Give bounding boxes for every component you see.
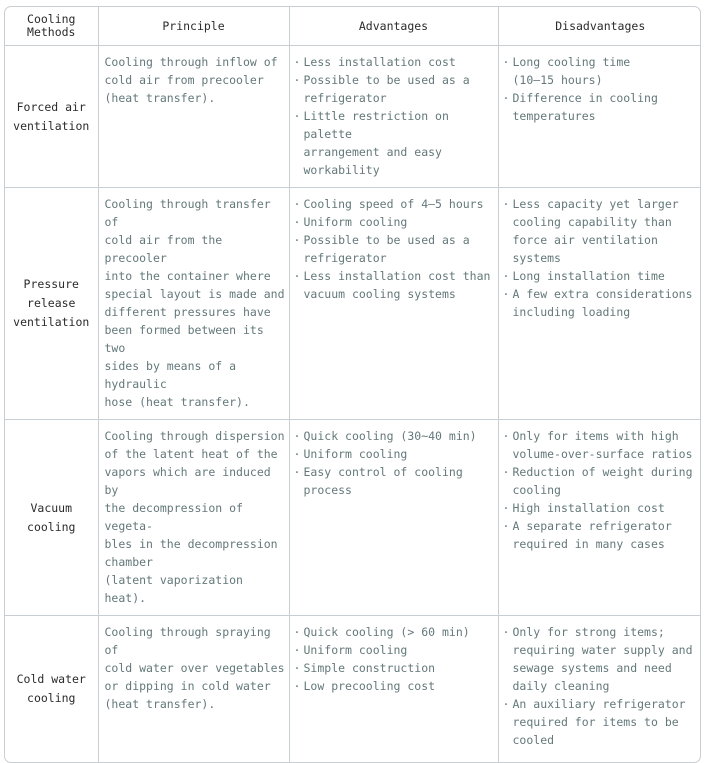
bullet-dot: · (293, 625, 301, 639)
header-row (5, 7, 701, 46)
disadvantages-cell (498, 616, 701, 762)
bullet-dot: · (293, 643, 301, 657)
disadvantage-text: An auxiliary refrigerator required for items to be cooled (512, 697, 686, 747)
principle-cell (98, 420, 289, 616)
bullet-dot: · (502, 519, 510, 533)
advantage-text: Uniform cooling (303, 215, 408, 229)
advantage-text: Less installation cost (303, 55, 456, 69)
cooling-method-name: Cold water cooling (5, 616, 98, 762)
bullet-dot: · (502, 465, 510, 479)
bullet-dot: · (293, 447, 301, 461)
disadvantage-item (503, 195, 702, 267)
disadvantage-text: Less capacity yet larger cooling capability than force air ventilation systems (512, 197, 679, 265)
principle-cell (98, 188, 289, 420)
table-row (5, 616, 701, 762)
bullet-dot: · (502, 429, 510, 443)
advantage-item (294, 427, 498, 445)
advantage-item (294, 53, 498, 71)
advantage-text: Uniform cooling (303, 447, 408, 461)
bullet-dot: · (502, 269, 510, 283)
disadvantage-text: Reduction of weight during cooling (512, 465, 693, 497)
advantage-text: Uniform cooling (303, 643, 408, 657)
cooling-methods-table (5, 7, 701, 762)
header-cooling-methods: Cooling Methods (5, 7, 98, 46)
advantage-text: Possible to be used as a refrigerator (303, 233, 470, 265)
bullet-dot: · (293, 429, 301, 443)
bullet-dot: · (293, 55, 301, 69)
disadvantage-text: A separate refrigerator required in many cases (512, 519, 672, 551)
disadvantage-text: Only for strong items; requiring water supply and sewage systems and need daily cleaning (512, 625, 693, 693)
bullet-dot: · (502, 197, 510, 211)
advantage-text: Cooling speed of 4–5 hours (303, 197, 484, 211)
bullet-dot: · (502, 287, 510, 301)
disadvantage-item (503, 53, 702, 89)
bullet-dot: · (293, 73, 301, 87)
advantages-cell (289, 616, 498, 762)
disadvantage-item (503, 517, 702, 553)
advantages-cell (289, 46, 498, 188)
cooling-methods-table-frame (4, 6, 701, 763)
principle-cell (98, 616, 289, 762)
disadvantages-cell (498, 46, 701, 188)
bullet-dot: · (502, 625, 510, 639)
bullet-dot: · (293, 661, 301, 675)
advantage-item (294, 71, 498, 107)
bullet-dot: · (293, 679, 301, 693)
advantage-text: Quick cooling (> 60 min) (303, 625, 470, 639)
bullet-dot: · (293, 269, 301, 283)
bullet-dot: · (502, 91, 510, 105)
table-row (5, 188, 701, 420)
principle-text: Cooling through inflow of cold air from precooler (heat transfer). (104, 55, 278, 105)
advantage-text: Little restriction on palette arrangement and easy workability (303, 109, 449, 177)
advantage-item (294, 463, 498, 499)
bullet-dot: · (293, 465, 301, 479)
disadvantage-text: A few extra considerations including loading (512, 287, 693, 319)
bullet-dot: · (502, 55, 510, 69)
disadvantage-text: Only for items with high volume-over-surface ratios (512, 429, 693, 461)
bullet-dot: · (293, 197, 301, 211)
disadvantage-item (503, 285, 702, 321)
disadvantage-text: Long cooling time (10–15 hours) (512, 55, 631, 87)
disadvantage-text: Long installation time (512, 269, 665, 283)
cooling-method-name: Forced air ventilation (5, 46, 98, 188)
advantage-item (294, 107, 498, 179)
advantage-text: Low precooling cost (303, 679, 436, 693)
bullet-dot: · (502, 501, 510, 515)
bullet-dot: · (293, 215, 301, 229)
disadvantage-item (503, 695, 702, 749)
table-row (5, 46, 701, 188)
advantage-text: Simple construction (303, 661, 436, 675)
disadvantage-item (503, 623, 702, 695)
bullet-dot: · (502, 697, 510, 711)
cooling-method-name: Vacuum cooling (5, 420, 98, 616)
disadvantage-item (503, 499, 702, 517)
disadvantages-cell (498, 188, 701, 420)
advantages-cell (289, 420, 498, 616)
advantage-item (294, 641, 498, 659)
advantage-item (294, 623, 498, 641)
table-row (5, 420, 701, 616)
advantage-item (294, 231, 498, 267)
bullet-dot: · (293, 233, 301, 247)
advantage-item (294, 267, 498, 303)
disadvantage-item (503, 89, 702, 125)
disadvantage-item (503, 463, 702, 499)
principle-text: Cooling through dispersion of the latent heat of the vapors which are induced by the decompression of vegeta- bles in the decompression chamber (latent vaporization heat). (104, 429, 285, 605)
advantage-item (294, 195, 498, 213)
disadvantage-item (503, 427, 702, 463)
advantage-text: Possible to be used as a refrigerator (303, 73, 470, 105)
advantage-item (294, 213, 498, 231)
header-disadvantages: Disadvantages (498, 7, 701, 46)
disadvantage-text: High installation cost (512, 501, 665, 515)
disadvantage-text: Difference in cooling temperatures (512, 91, 658, 123)
cooling-method-name: Pressure release ventilation (5, 188, 98, 420)
principle-text: Cooling through transfer of cold air from the precooler into the container where special layout is made and different pressures have been formed between its two sides by means of a hydraulic hose (heat transfer). (104, 197, 285, 409)
advantages-cell (289, 188, 498, 420)
advantage-item (294, 677, 498, 695)
disadvantage-item (503, 267, 702, 285)
advantage-item (294, 659, 498, 677)
disadvantages-cell (498, 420, 701, 616)
advantage-item (294, 445, 498, 463)
advantage-text: Less installation cost than vacuum cooling systems (303, 269, 491, 301)
principle-cell (98, 46, 289, 188)
bullet-dot: · (293, 109, 301, 123)
principle-text: Cooling through spraying of cold water over vegetables or dipping in cold water (heat transfer). (104, 625, 285, 711)
header-advantages: Advantages (289, 7, 498, 46)
advantage-text: Easy control of cooling process (303, 465, 463, 497)
header-principle: Principle (98, 7, 289, 46)
advantage-text: Quick cooling (30~40 min) (303, 429, 477, 443)
